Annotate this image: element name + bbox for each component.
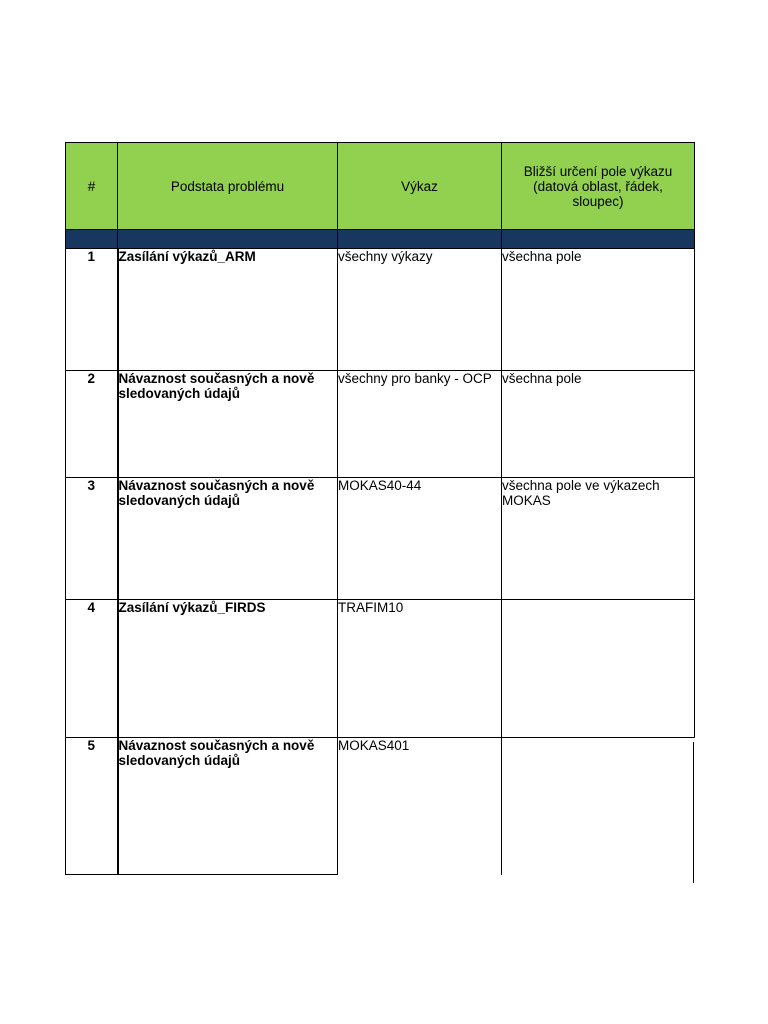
row-num: 4 — [66, 600, 118, 738]
row-num: 3 — [66, 478, 118, 600]
row-field — [502, 600, 695, 738]
header-row — [66, 143, 695, 230]
row-field — [502, 738, 695, 875]
row-num: 2 — [66, 371, 118, 478]
row-num: 5 — [66, 738, 118, 875]
row-field: všechna pole — [502, 249, 695, 371]
header-band — [66, 230, 695, 249]
band-cell — [118, 230, 338, 249]
table-edge-line — [693, 742, 694, 883]
band-cell — [66, 230, 118, 249]
row-report: MOKAS401 — [338, 738, 502, 875]
row-report: všechny pro banky - OCP — [338, 371, 502, 478]
row-problem: Návaznost současných a nově sledovaných údajů — [118, 738, 338, 875]
table-row — [66, 478, 695, 600]
band-cell — [502, 230, 695, 249]
row-problem: Návaznost současných a nově sledovaných údajů — [118, 478, 338, 600]
row-problem: Návaznost současných a nově sledovaných údajů — [118, 371, 338, 478]
header-problem: Podstata problému — [118, 143, 338, 230]
row-problem: Zasílání výkazů_ARM — [118, 249, 338, 371]
row-num: 1 — [66, 249, 118, 371]
row-report: TRAFIM10 — [338, 600, 502, 738]
issues-table — [65, 142, 695, 875]
row-report: MOKAS40-44 — [338, 478, 502, 600]
table-row — [66, 600, 695, 738]
header-num: # — [66, 143, 118, 230]
row-problem: Zasílání výkazů_FIRDS — [118, 600, 338, 738]
header-field: Bližší určení pole výkazu (datová oblast, řádek, sloupec) — [502, 143, 695, 230]
band-cell — [338, 230, 502, 249]
row-field: všechna pole — [502, 371, 695, 478]
table-row — [66, 738, 695, 875]
row-field: všechna pole ve výkazech MOKAS — [502, 478, 695, 600]
table-row — [66, 371, 695, 478]
row-report: všechny výkazy — [338, 249, 502, 371]
table-row — [66, 249, 695, 371]
header-report: Výkaz — [338, 143, 502, 230]
